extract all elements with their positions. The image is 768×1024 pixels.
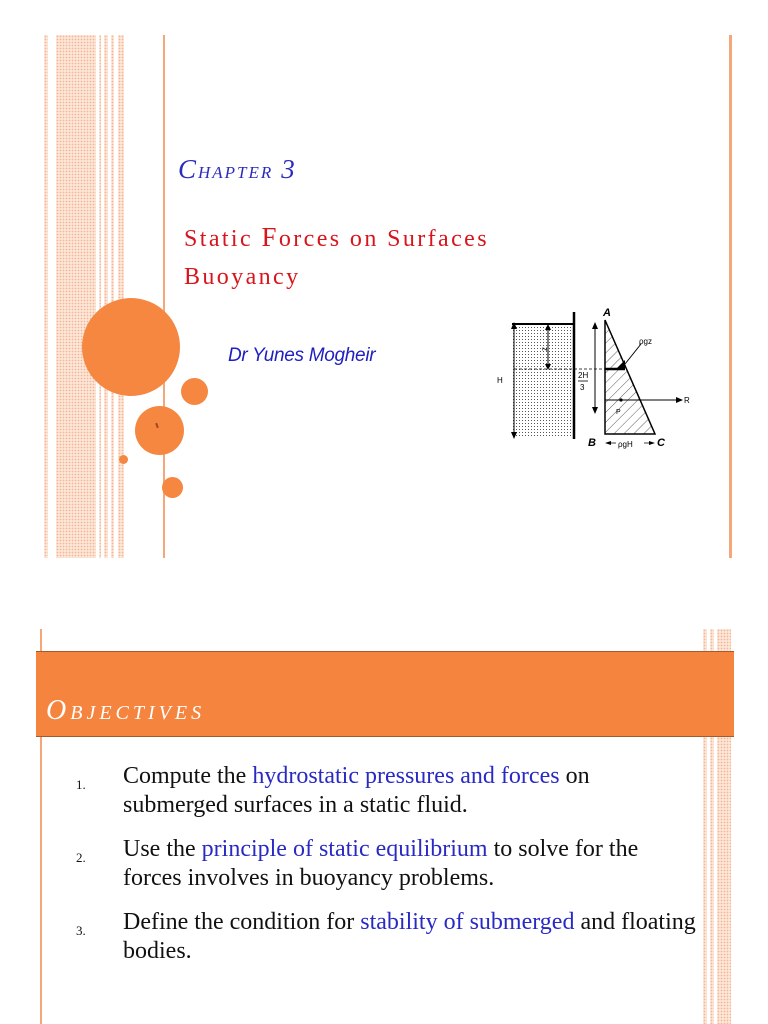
objectives-header xyxy=(36,651,734,737)
chapter-title: Chapter 3 xyxy=(178,154,297,184)
centroid-numerator: 2H xyxy=(578,371,589,380)
fluid-region xyxy=(513,324,573,437)
author-name: Dr Yunes Mogheir xyxy=(228,345,376,366)
objective-item: 1. Compute the hydrostatic pressures and forces on submerged surfaces in a static fluid. xyxy=(76,763,590,818)
decorative-stripe xyxy=(99,35,101,558)
decorative-circle-small xyxy=(119,455,128,464)
objectives-list xyxy=(76,762,696,981)
p-label: P xyxy=(616,409,621,416)
decorative-line xyxy=(729,35,732,558)
objective-number: 3. xyxy=(76,923,86,938)
objective-number: 2. xyxy=(76,850,86,865)
decorative-circle-large xyxy=(82,298,180,396)
decorative-stripe xyxy=(104,35,108,558)
objectives-slide xyxy=(0,615,768,1024)
pressure-label: ρgz xyxy=(639,337,652,346)
objective-highlight: stability of submerged xyxy=(360,909,575,935)
point-b-label: B xyxy=(588,437,596,449)
z-label: z xyxy=(540,347,549,351)
objective-highlight: hydrostatic pressures and forces xyxy=(252,763,560,789)
decorative-circle xyxy=(181,378,208,405)
decorative-stripe xyxy=(111,35,114,558)
objectives-title: Objectives xyxy=(46,695,206,726)
hydrostatic-diagram xyxy=(488,302,693,462)
objective-item: 3. Define the condition for stability of submerged and floating bodies. xyxy=(76,909,696,964)
objective-number: 1. xyxy=(76,777,86,792)
decorative-stripe xyxy=(44,35,48,558)
decorative-circle xyxy=(162,477,183,498)
base-label: ρgH xyxy=(618,440,633,449)
decorative-circle xyxy=(135,406,184,455)
point-c-label: C xyxy=(657,437,665,449)
decorative-stripe xyxy=(56,35,96,558)
resultant-label: R xyxy=(684,396,690,405)
subtitle-line-1: Static Forces on Surfaces xyxy=(184,222,489,252)
objective-highlight: principle of static equilibrium xyxy=(201,836,488,862)
subtitle-line-2: Buoyancy xyxy=(184,264,301,290)
objective-item: 2. Use the principle of static equilibrium to solve for the forces involves in buoyancy problems. xyxy=(76,836,639,891)
depth-label: H xyxy=(497,376,503,385)
decorative-stripe xyxy=(118,35,124,558)
point-a-label: A xyxy=(603,307,611,319)
centroid-denominator: 3 xyxy=(580,383,585,392)
